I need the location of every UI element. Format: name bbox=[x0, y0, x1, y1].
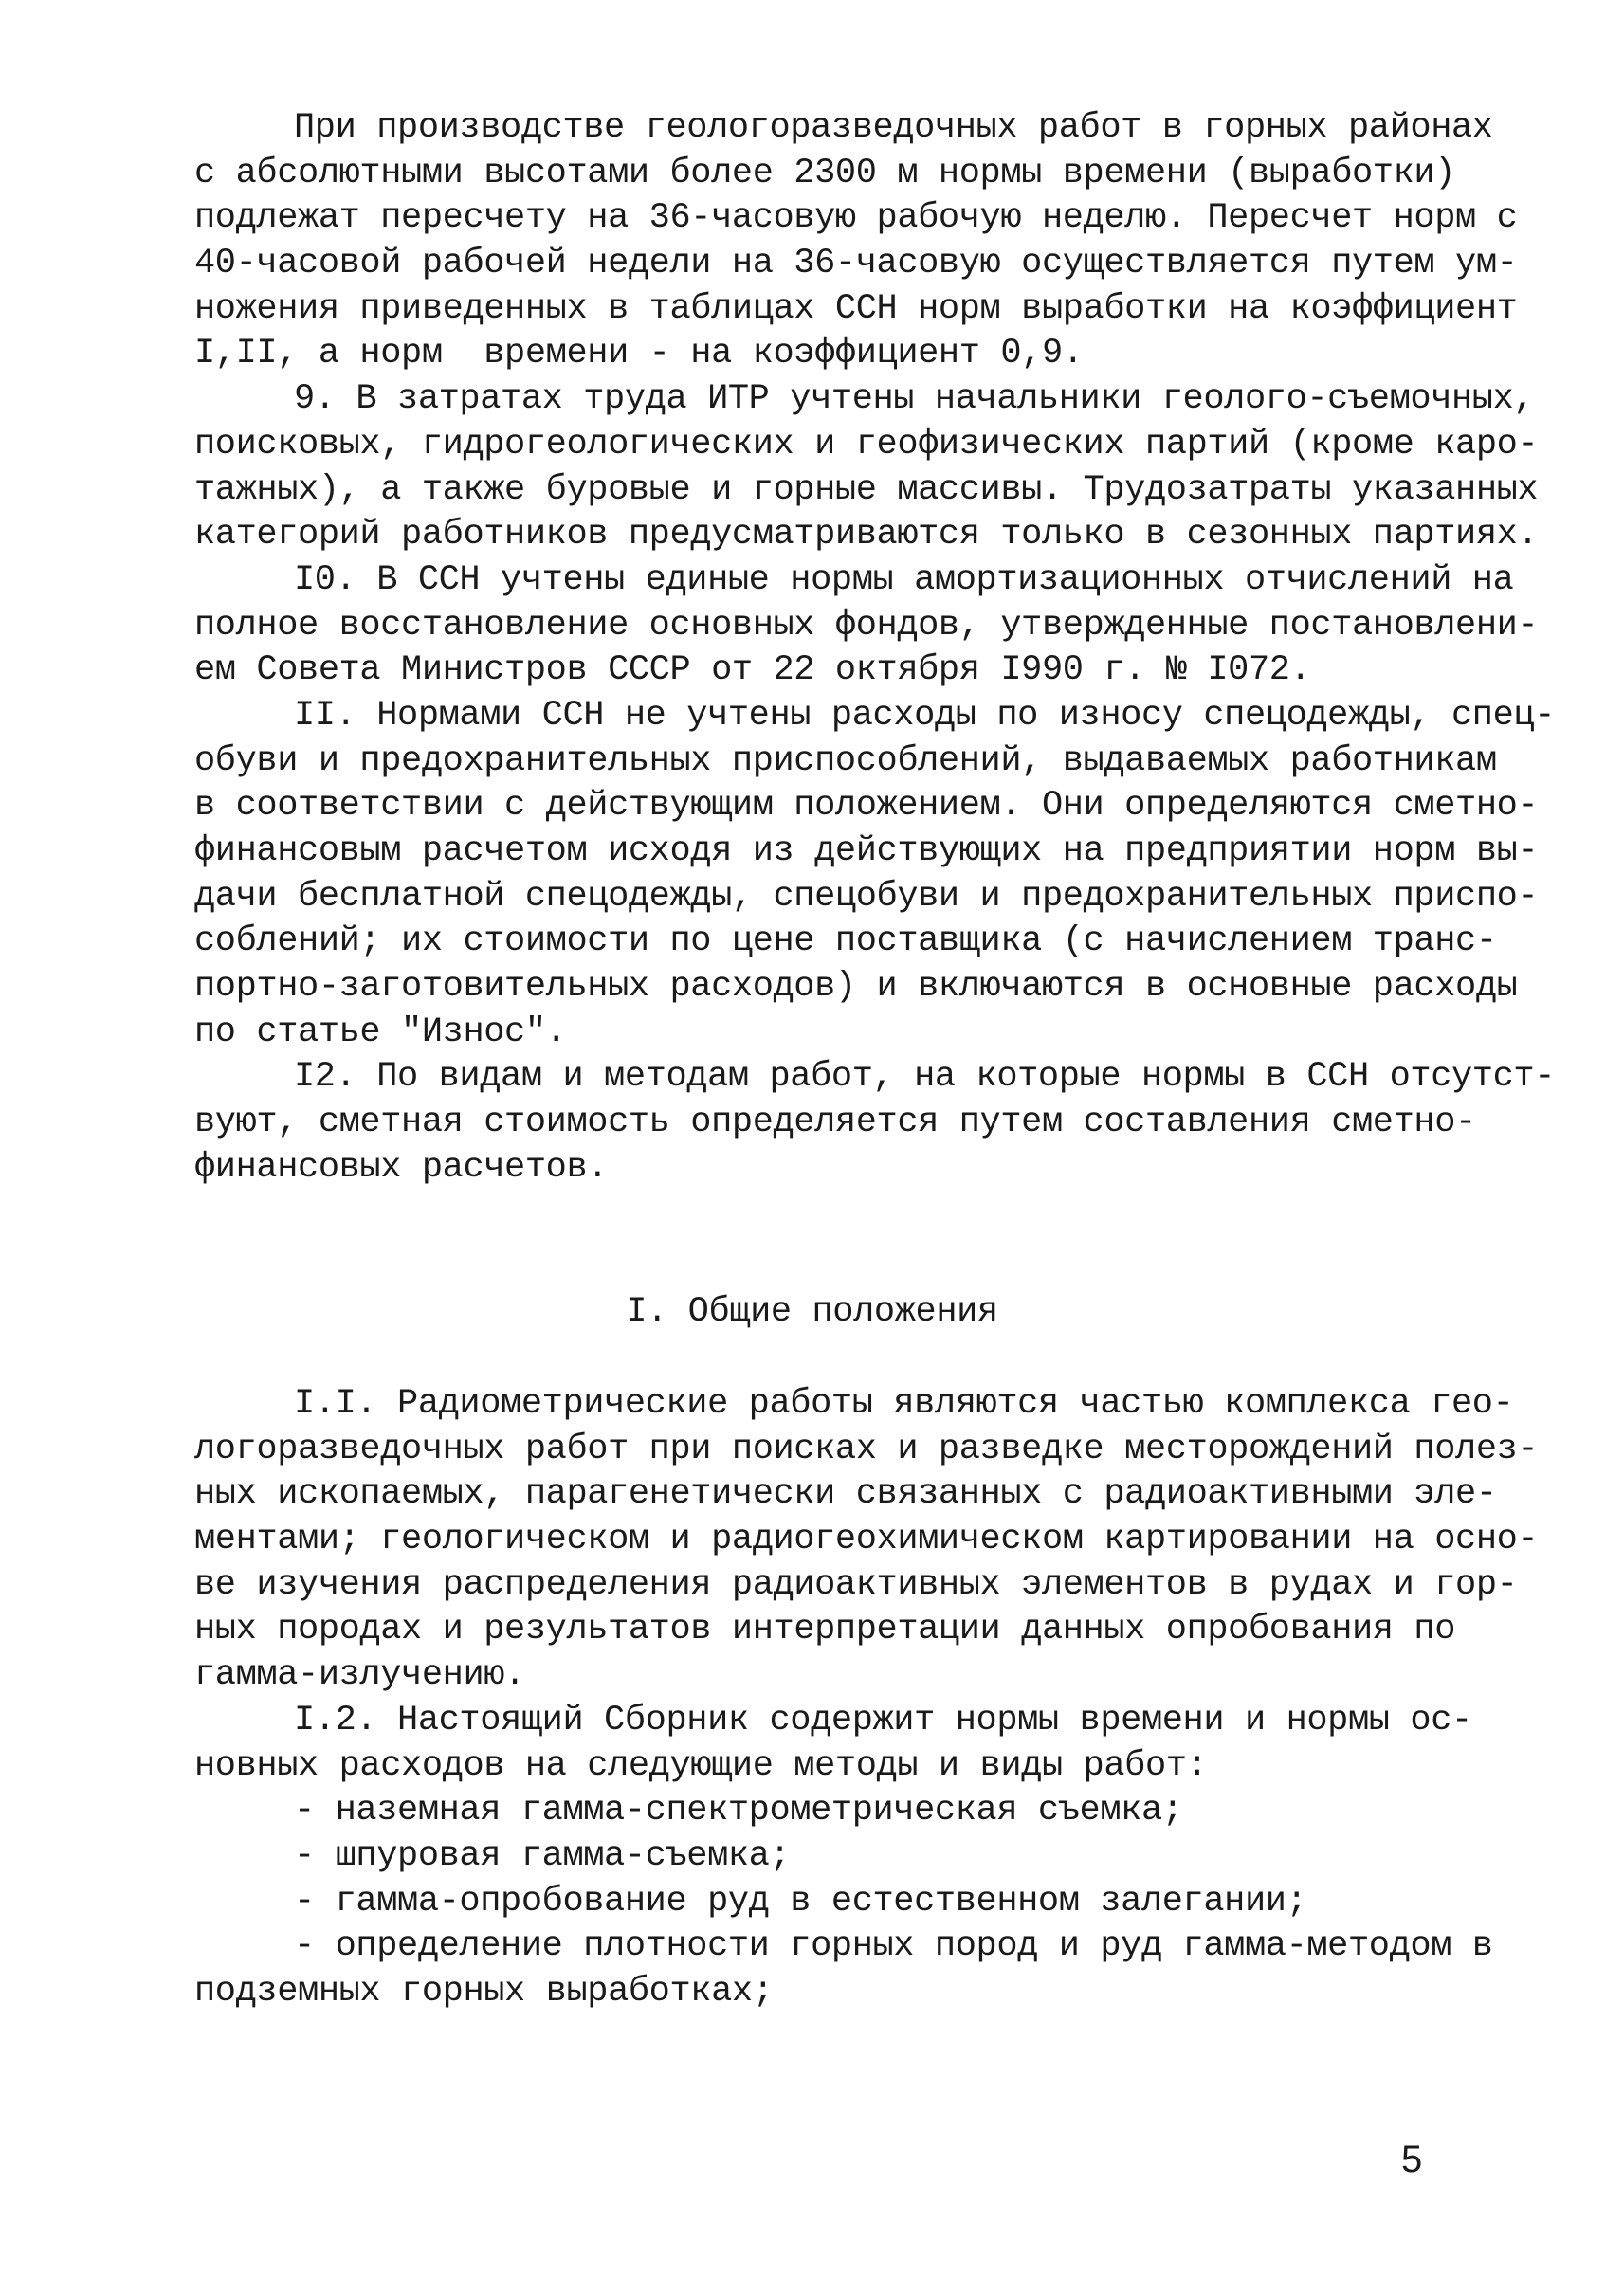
text-line: ем Совета Министров СССР от 22 октября I990 г. № I072. bbox=[194, 650, 1311, 691]
text-line: ментами; геологическом и радиогеохимическом картировании на осно- bbox=[194, 1520, 1539, 1560]
text-line: портно-заготовительных расходов) и включаются в основные расходы bbox=[194, 967, 1518, 1008]
text-line: При производстве геологоразведочных работ в горных районах bbox=[294, 108, 1493, 148]
text-line: - шпуровая гамма-съемка; bbox=[294, 1835, 791, 1876]
text-line: I2. По видам и методам работ, на которые нормы в ССН отсутст- bbox=[294, 1057, 1556, 1098]
intro-text-block bbox=[194, 106, 1556, 1192]
text-line: по статье "Износ". bbox=[194, 1011, 567, 1052]
text-line: в соответствии с действующим положением. Они определяются сметно- bbox=[194, 786, 1539, 827]
text-line: категорий работников предусматриваются только в сезонных партиях. bbox=[194, 515, 1539, 556]
text-line: обуви и предохранительных приспособлений, выдаваемых работникам bbox=[194, 740, 1497, 781]
text-line: вуют, сметная стоимость определяется путем составления сметно- bbox=[194, 1102, 1476, 1143]
text-line: тажных), а также буровые и горные массивы. Трудозатраты указанных bbox=[194, 469, 1539, 510]
text-line: - наземная гамма-спектрометрическая съемка; bbox=[294, 1791, 1183, 1831]
text-line: логоразведочных работ при поисках и разведке месторождений полез- bbox=[194, 1429, 1539, 1469]
page-number: 5 bbox=[1401, 2139, 1423, 2180]
text-line: финансовых расчетов. bbox=[194, 1147, 609, 1188]
text-line: ных породах и результатов интерпретации данных опробования по bbox=[194, 1610, 1456, 1650]
text-line: соблений; их стоимости по цене поставщика (с начислением транс- bbox=[194, 921, 1497, 962]
text-line: I0. В ССН учтены единые нормы амортизационных отчислений на bbox=[294, 559, 1514, 600]
text-line: I.I. Радиометрические работы являются частью комплекса гео- bbox=[294, 1384, 1514, 1424]
text-line: ных ископаемых, парагенетически связанных с радиоактивными эле- bbox=[194, 1474, 1497, 1515]
text-line: I,II, а норм времени - на коэффициент 0,9. bbox=[194, 334, 1084, 374]
text-line: подлежат пересчету на 36-часовую рабочую неделю. Пересчет норм с bbox=[194, 198, 1518, 239]
text-line: - определение плотности горных пород и руд гамма-методом в bbox=[294, 1926, 1493, 1967]
text-line: дачи бесплатной спецодежды, спецобуви и предохранительных приспо- bbox=[194, 876, 1539, 917]
text-line: новных расходов на следующие методы и виды работ: bbox=[194, 1745, 1208, 1786]
general-provisions-block bbox=[194, 1382, 1539, 2015]
text-line: II. Нормами ССН не учтены расходы по износу спецодежды, спец- bbox=[294, 695, 1556, 736]
text-line: 40-часовой рабочей недели на 36-часовую осуществляется путем ум- bbox=[194, 244, 1518, 284]
text-line: поисковых, гидрогеологических и геофизических партий (кроме каро- bbox=[194, 424, 1539, 465]
text-line: полное восстановление основных фондов, утвержденные постановлени- bbox=[194, 605, 1539, 646]
text-line: - гамма-опробование руд в естественном залегании; bbox=[294, 1881, 1307, 1922]
text-line: I.2. Настоящий Сборник содержит нормы времени и нормы ос- bbox=[294, 1700, 1472, 1740]
text-line: подземных горных выработках; bbox=[194, 1971, 774, 2012]
section-heading: I. Общие положения bbox=[626, 1292, 998, 1332]
text-line: ве изучения распределения радиоактивных элементов в рудах и гор- bbox=[194, 1564, 1518, 1605]
text-line: гамма-излучению. bbox=[194, 1655, 525, 1696]
text-line: 9. В затратах труда ИТР учтены начальники геолого-съемочных, bbox=[294, 379, 1535, 420]
text-line: ножения приведенных в таблицах ССН норм выработки на коэффициент bbox=[194, 288, 1518, 329]
text-line: с абсолютными высотами более 2300 м нормы времени (выработки) bbox=[194, 153, 1456, 193]
text-line: финансовым расчетом исходя из действующих на предприятии норм вы- bbox=[194, 831, 1539, 871]
